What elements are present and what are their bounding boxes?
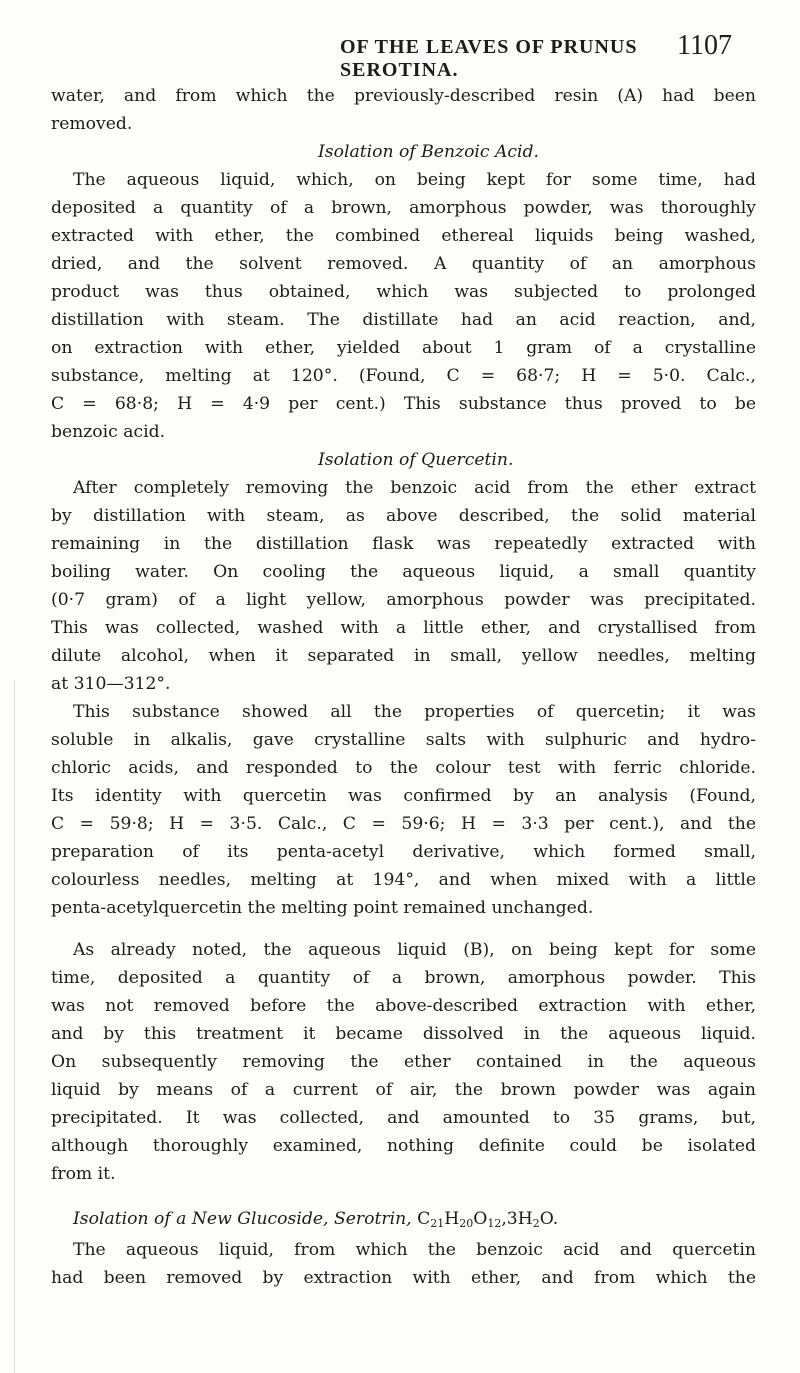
- running-head-title: OF THE LEAVES OF PRUNUS SEROTINA.: [340, 36, 638, 81]
- page-number: 1107: [677, 30, 732, 61]
- text-line: had been removed by extraction with ether, and from which the: [51, 1268, 756, 1288]
- text-line: deposited a quantity of a brown, amorphous powder, was thoroughly: [51, 198, 756, 218]
- text-line: soluble in alkalis, gave crystalline salts with sulphuric and hydro-: [51, 730, 756, 750]
- text-line: The aqueous liquid, from which the benzoic acid and quercetin: [73, 1240, 756, 1260]
- text-line: substance, melting at 120°. (Found, C = 68·7; H = 5·0. Calc.,: [51, 366, 756, 386]
- text-line: As already noted, the aqueous liquid (B), on being kept for some: [73, 940, 756, 960]
- text-line: distillation with steam. The distillate had an acid reaction, and,: [51, 310, 756, 330]
- paragraph-gap: [51, 922, 756, 936]
- text-line: This substance showed all the properties of quercetin; it was: [73, 702, 756, 722]
- text-line: This was collected, washed with a little ether, and crystallised from: [51, 618, 756, 638]
- text-line: C = 68·8; H = 4·9 per cent.) This substance thus proved to be: [51, 394, 756, 414]
- text-line: although thoroughly examined, nothing definite could be isolated: [51, 1136, 756, 1156]
- text-line: by distillation with steam, as above described, the solid material: [51, 506, 756, 526]
- section-heading-serotrin: [51, 1202, 756, 1236]
- text-line: was not removed before the above-described extraction with ether,: [51, 996, 756, 1016]
- text-line: and by this treatment it became dissolved in the aqueous liquid.: [51, 1024, 756, 1044]
- running-head: [340, 30, 740, 82]
- section-heading-benzoic-acid: Isolation of Benzoic Acid.: [318, 142, 540, 162]
- text-line: The aqueous liquid, which, on being kept for some time, had: [73, 170, 756, 190]
- text-line: chloric acids, and responded to the colour test with ferric chloride.: [51, 758, 756, 778]
- text-line: dilute alcohol, when it separated in small, yellow needles, melting: [51, 646, 756, 666]
- text-line: Its identity with quercetin was confirmed by an analysis (Found,: [51, 786, 756, 806]
- text-line: On subsequently removing the ether contained in the aqueous: [51, 1052, 756, 1072]
- scan-margin-edge: [0, 680, 15, 1373]
- text-line: After completely removing the benzoic acid from the ether extract: [73, 478, 756, 498]
- text-line: product was thus obtained, which was subjected to prolonged: [51, 282, 756, 302]
- text-line: remaining in the distillation flask was repeatedly extracted with: [51, 534, 756, 554]
- chemical-formula: $C_{21}H_{20}O_{12},3H_2O$.: [417, 1209, 559, 1230]
- paragraph-gap: [51, 1188, 756, 1202]
- section-heading-quercetin: Isolation of Quercetin.: [318, 450, 514, 470]
- text-line: penta-acetylquercetin the melting point remained unchanged.: [51, 898, 594, 918]
- heading-text: Isolation of a New Glucoside, Serotrin,: [73, 1209, 412, 1229]
- text-line: colourless needles, melting at 194°, and when mixed with a little: [51, 870, 756, 890]
- text-line: extracted with ether, the combined ethereal liquids being washed,: [51, 226, 756, 246]
- text-line: at 310—312°.: [51, 674, 171, 694]
- body-text: [51, 82, 756, 1292]
- text-line: precipitated. It was collected, and amounted to 35 grams, but,: [51, 1108, 756, 1128]
- text-line: on extraction with ether, yielded about 1 gram of a crystalline: [51, 338, 756, 358]
- text-line: removed.: [51, 114, 133, 134]
- text-line: (0·7 gram) of a light yellow, amorphous powder was precipitated.: [51, 590, 756, 610]
- text-line: preparation of its penta-acetyl derivative, which formed small,: [51, 842, 756, 862]
- text-line: dried, and the solvent removed. A quantity of an amorphous: [51, 254, 756, 274]
- text-line: from it.: [51, 1164, 116, 1184]
- text-line: boiling water. On cooling the aqueous liquid, a small quantity: [51, 562, 756, 582]
- text-line: benzoic acid.: [51, 422, 166, 442]
- text-line: C = 59·8; H = 3·5. Calc., C = 59·6; H = 3·3 per cent.), and the: [51, 814, 756, 834]
- text-line: time, deposited a quantity of a brown, amorphous powder. This: [51, 968, 756, 988]
- text-line: liquid by means of a current of air, the brown powder was again: [51, 1080, 756, 1100]
- text-line: water, and from which the previously-described resin (A) had been: [51, 86, 756, 106]
